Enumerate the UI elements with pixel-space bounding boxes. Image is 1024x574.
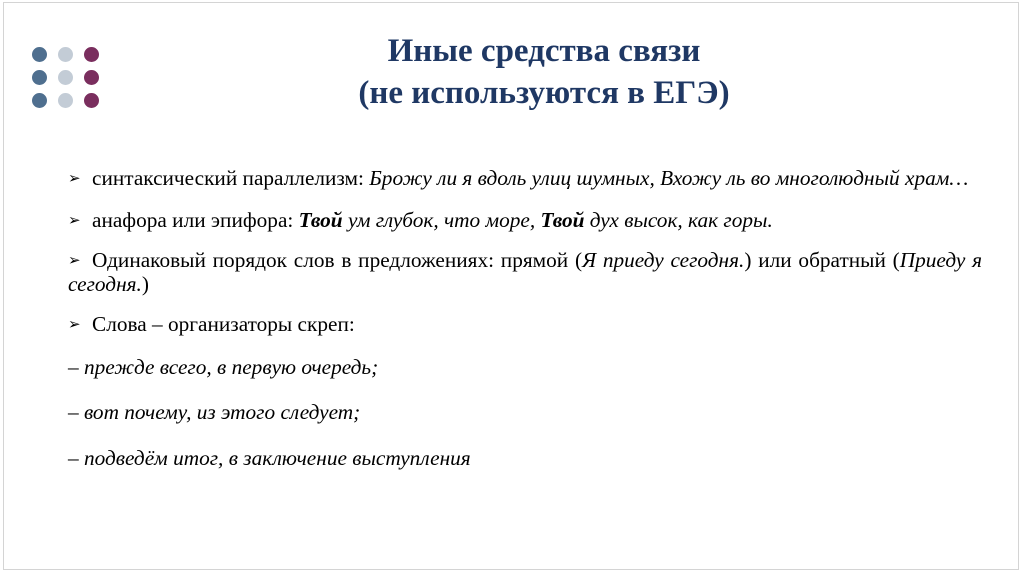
dot-shape <box>58 47 73 62</box>
dot-shape <box>58 93 73 108</box>
connective-line: – прежде всего, в первую очередь; <box>68 355 379 379</box>
bullet-text: ) <box>141 272 149 296</box>
bullet-text: Одинаковый порядок слов в предложениях: прямой ( <box>92 248 583 272</box>
dot-shape <box>32 70 47 85</box>
example-text: ум глубок, что море, <box>342 208 541 232</box>
bullet-anaphora <box>68 208 982 232</box>
dot-shape <box>32 93 47 108</box>
bullet-text: Слова – организаторы скреп: <box>92 312 355 336</box>
example-text: Я приеду сегодня. <box>582 248 745 272</box>
dot-shape <box>58 70 73 85</box>
slide-title <box>234 30 854 114</box>
title-line-1: Иные средства связи <box>387 33 701 69</box>
example-emphasis: Твой <box>540 208 585 232</box>
bullet-parallelism <box>68 166 982 190</box>
dot-shape <box>84 70 99 85</box>
bullet-text: ) или обратный ( <box>744 248 900 272</box>
connective-line: – вот почему, из этого следует; <box>68 400 361 424</box>
dot-grid-icon <box>32 47 106 111</box>
bullet-organizer-words <box>68 312 982 336</box>
slide-content <box>68 166 982 470</box>
dot-shape <box>84 47 99 62</box>
example-text: Приеду я сегодня. <box>68 248 982 296</box>
bullet-word-order <box>68 248 982 296</box>
bullet-text: анафора или эпифора: <box>92 208 299 232</box>
slide <box>3 2 1019 570</box>
title-line-2: (не используются в ЕГЭ) <box>358 75 730 111</box>
example-text: дух высок, как горы. <box>584 208 773 232</box>
dot-shape <box>84 93 99 108</box>
connective-line: – подведём итог, в заключение выступления <box>68 446 471 470</box>
example-emphasis: Твой <box>298 208 343 232</box>
example-text: Брожу ли я вдоль улиц шумных, Вхожу ль во многолюдный храм… <box>369 166 969 190</box>
bullet-text: синтаксический параллелизм: <box>92 166 370 190</box>
dot-shape <box>32 47 47 62</box>
